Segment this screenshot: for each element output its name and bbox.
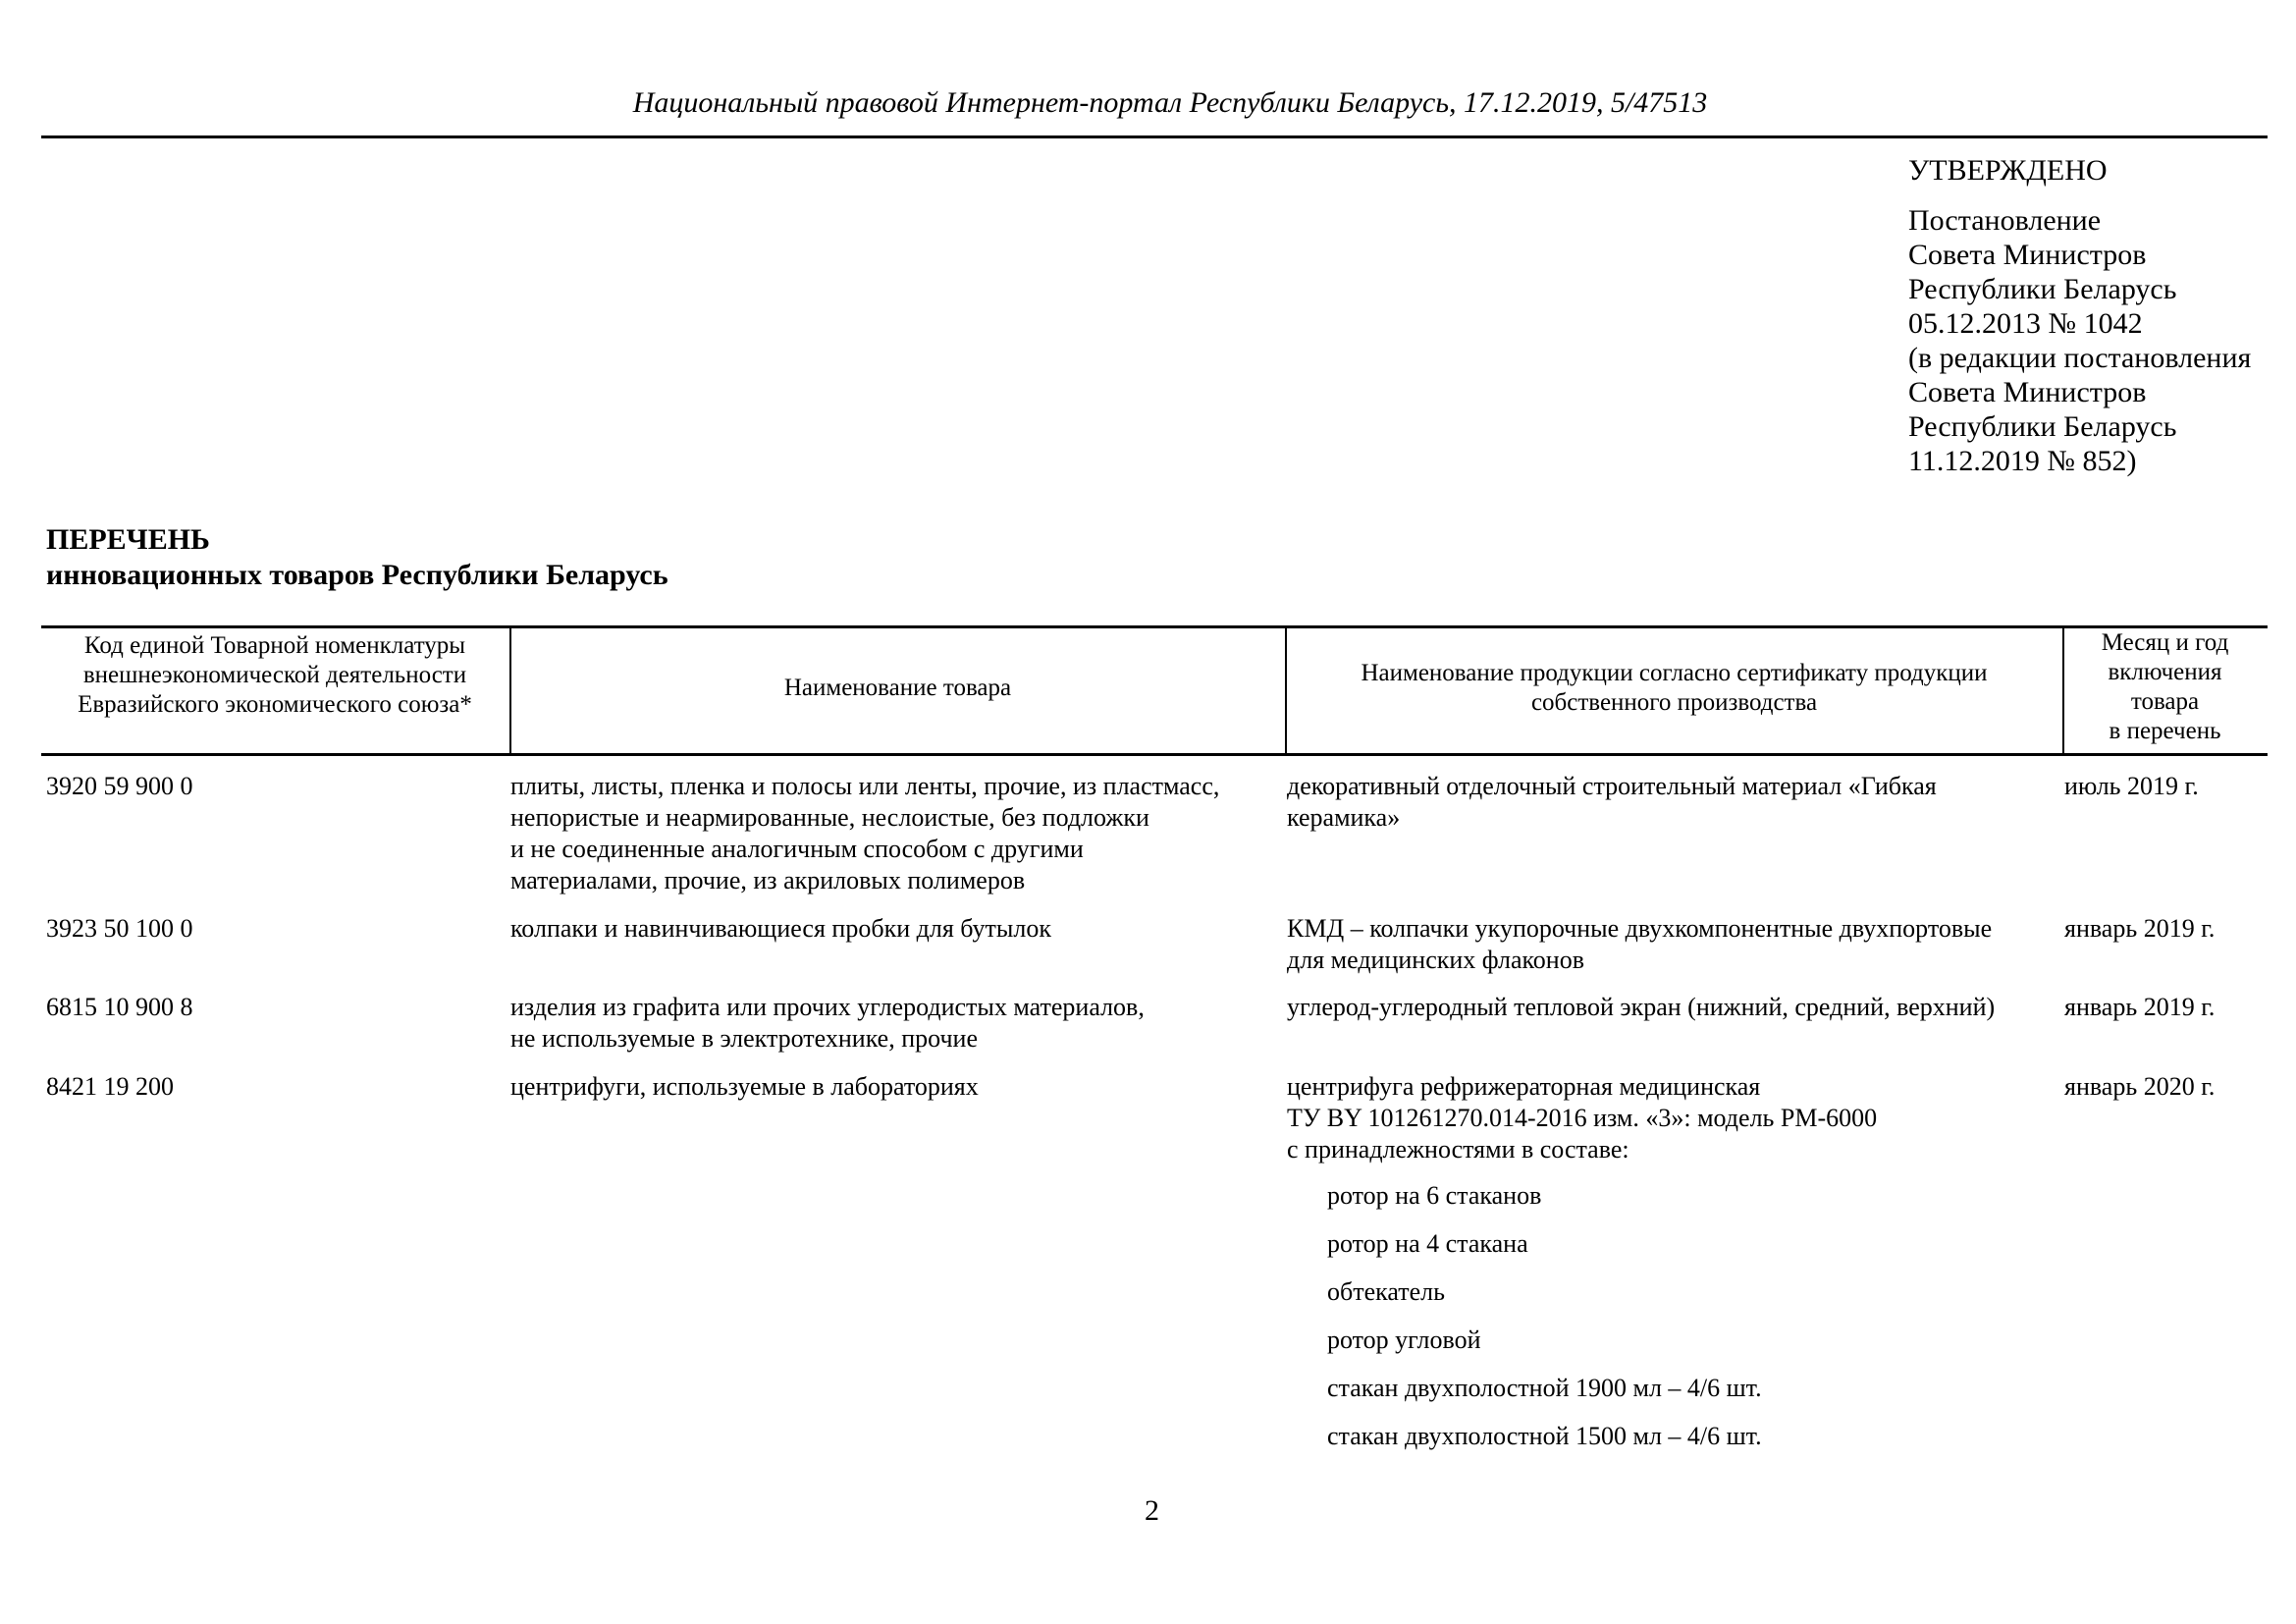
title-line-1: ПЕРЕЧЕНЬ [46,523,210,556]
row-product-line: с принадлежностями в составе: [1287,1135,1629,1164]
header-name-line: Наименование товара [783,675,1012,701]
row-product-line: углерод-углеродный тепловой экран (нижний, средний, верхний) [1287,993,1996,1021]
row-product-line: центрифуга рефрижераторная медицинская [1287,1072,1761,1101]
header-rule [41,135,2268,138]
table-top-rule [41,625,2268,628]
row-product [1287,771,2062,834]
row-name [510,1071,1286,1103]
component-item: стакан двухполостной 1500 мл – 4/6 шт. [1327,1422,1762,1450]
document-title [46,522,668,593]
header-code-line: внешнеэкономической деятельности [82,662,467,688]
row-product-line: КМД – колпачки укупорочные двухкомпонентные двухпортовые [1287,914,1993,943]
row-date: январь 2019 г. [2064,993,2216,1021]
row-name-line: колпаки и навинчивающиеся пробки для бутылок [510,914,1051,943]
row-date: июль 2019 г. [2064,772,2199,800]
header-date [2064,628,2266,746]
approval-line: 05.12.2013 № 1042 [1908,307,2143,340]
header-product-line: собственного производства [1530,689,1818,716]
header-code-line: Код единой Товарной номенклатуры [83,632,466,659]
header-date-line: в перечень [2109,718,2221,744]
approval-line: Совета Министров [1908,376,2147,408]
row-product [1287,1071,2062,1165]
header-date-line: Месяц и год [2101,629,2229,656]
row-name [510,771,1286,896]
row-name-line: изделия из графита или прочих углеродистых материалов, [510,993,1145,1021]
row-product-line: ТУ BY 101261270.014-2016 изм. «3»: модель РМ-6000 [1287,1104,1878,1132]
approval-line: Республики Беларусь [1908,273,2177,305]
header-product [1287,659,2061,718]
row-code: 3920 59 900 0 [46,772,193,800]
title-line-2: инновационных товаров Республики Беларусь [46,559,668,591]
row-code: 6815 10 900 8 [46,993,193,1021]
portal-header: Национальный правовой Интернет-портал Республики Беларусь, 17.12.2019, 5/47513 [632,86,1708,119]
header-code-line: Евразийского экономического союза* [78,691,472,718]
approval-line: Республики Беларусь [1908,410,2177,443]
component-item: ротор на 4 стакана [1327,1229,1528,1258]
component-item: стакан двухполостной 1900 мл – 4/6 шт. [1327,1374,1762,1402]
row-date: январь 2020 г. [2064,1072,2216,1101]
row-product-line: керамика» [1287,803,1401,832]
row-product [1287,992,2067,1023]
approval-block [1908,153,2281,478]
header-product-line: Наименование продукции согласно сертификату продукции [1361,660,1988,686]
header-code [41,631,508,720]
row-name [510,992,1286,1055]
page-number: 2 [1145,1494,1159,1527]
row-product [1287,913,2062,976]
row-name-line: центрифуги, используемые в лабораториях [510,1072,979,1101]
table-header-bottom-rule [41,753,2268,756]
row-name-line: и не соединенные аналогичным способом с другими [510,835,1084,863]
row-name [510,913,1286,945]
row-code: 8421 19 200 [46,1072,174,1101]
row-name-line: непористые и неармированные, неслоистые, без подложки [510,803,1149,832]
row-code: 3923 50 100 0 [46,914,193,943]
approval-line: Совета Министров [1908,239,2147,271]
row-date: январь 2019 г. [2064,914,2216,943]
header-date-line: включения [2108,659,2222,685]
header-name [511,674,1284,703]
row-name-line: материалами, прочие, из акриловых полимеров [510,866,1026,894]
approval-line: 11.12.2019 № 852) [1908,445,2137,477]
component-item: обтекатель [1327,1277,1445,1306]
approval-line: Постановление [1908,204,2102,237]
row-product-line: декоративный отделочный строительный материал «Гибкая [1287,772,1937,800]
header-date-line: товара [2130,688,2200,715]
approval-line: (в редакции постановления [1908,342,2252,374]
row-product-line: для медицинских флаконов [1287,946,1584,974]
component-item: ротор на 6 стаканов [1327,1181,1542,1210]
component-item: ротор угловой [1327,1326,1481,1354]
approved-label: УТВЕРЖДЕНО [1908,154,2108,187]
row-name-line: не используемые в электротехнике, прочие [510,1024,978,1053]
row-name-line: плиты, листы, пленка и полосы или ленты, прочие, из пластмасс, [510,772,1220,800]
